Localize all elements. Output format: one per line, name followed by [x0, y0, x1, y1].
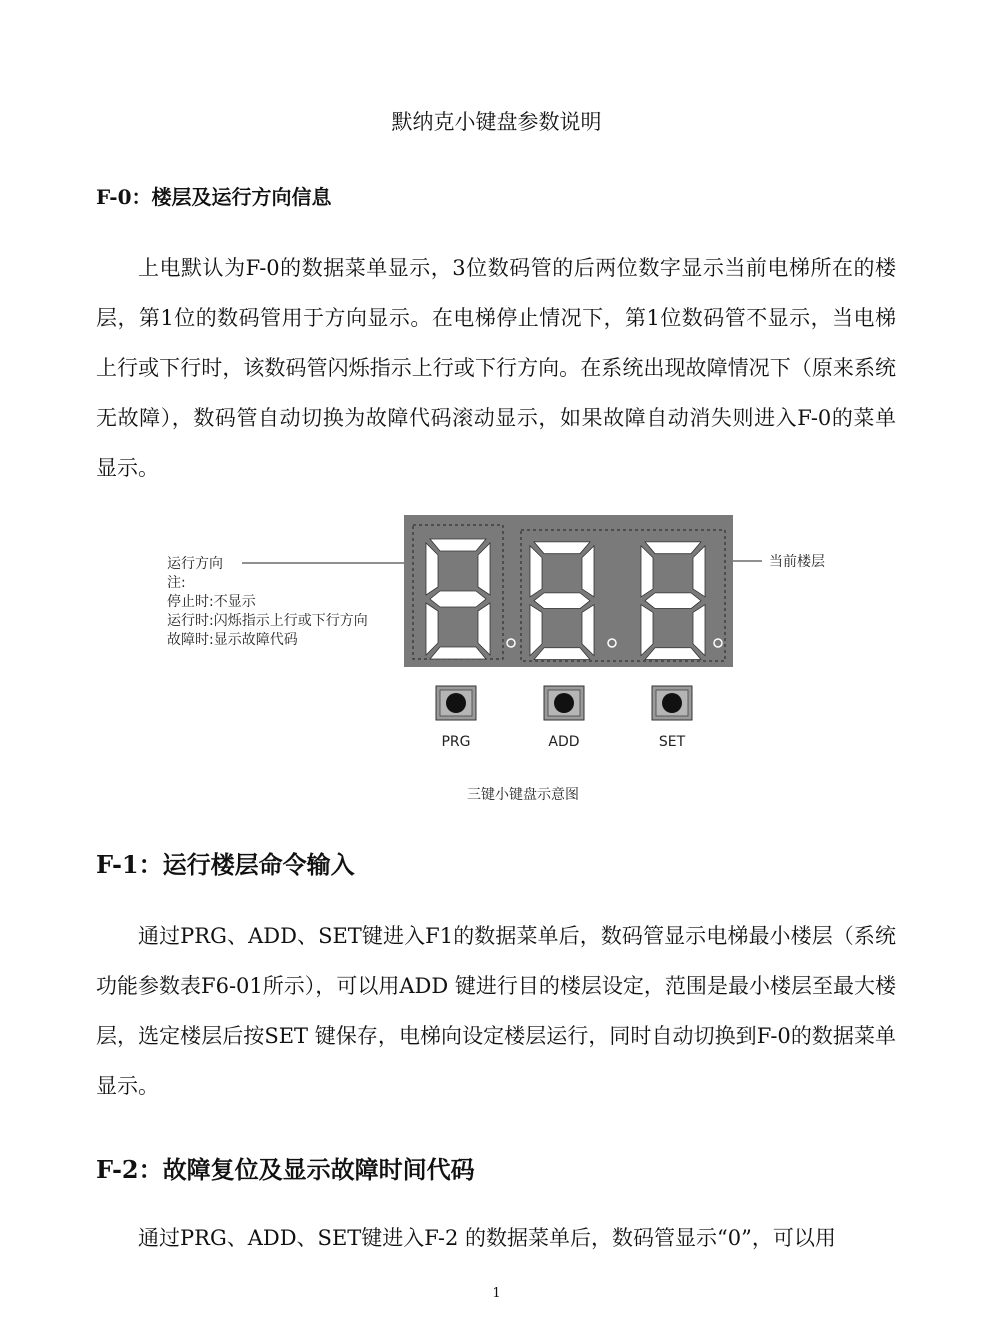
section-f0-text: 上电默认为F-0的数据菜单显示，3位数码管的后两位数字显示当前电梯所在的楼层，第1位的数码管用于方向显示。在电梯停止情况下，第1位数码管不显示，当电梯上行或下行时，该数码管闪烁指示上行或下行方向。在系统出现故障情况下（原来系统无故障），数码管自动切换为故障代码滚动显示，如果故障自动消失则进入F-0的菜单显示。 — [96, 256, 896, 480]
section-f1-heading: F-1：运行楼层命令输入 — [96, 850, 355, 879]
keypad-diagram — [150, 505, 870, 810]
add-button-label: ADD — [548, 734, 580, 750]
set-button-label: SET — [658, 734, 686, 750]
section-f1-paragraph — [96, 911, 896, 1111]
page-number: 1 — [492, 1286, 501, 1301]
note-line: 故障时:显示故障代码 — [167, 632, 298, 648]
section-f0-heading: F-0：楼层及运行方向信息 — [96, 185, 332, 209]
figure-note — [167, 574, 368, 650]
set-button[interactable] — [652, 686, 692, 750]
note-line: 停止时:不显示 — [167, 594, 256, 610]
add-button[interactable] — [544, 686, 584, 750]
direction-label: 运行方向 — [167, 556, 223, 572]
figure-caption: 三键小键盘示意图 — [467, 787, 579, 803]
section-f2-heading: F-2：故障复位及显示故障时间代码 — [96, 1155, 475, 1184]
section-f0-paragraph — [96, 243, 896, 493]
section-f1-text: 通过PRG、ADD、SET键进入F1的数据菜单后，数码管显示电梯最小楼层（系统功能参数表F6-01所示），可以用ADD 键进行目的楼层设定，范围是最小楼层至最大楼层，选定楼层后按SET 键保存，电梯向设定楼层运行，同时自动切换到F-0的数据菜单显示。 — [96, 924, 896, 1098]
section-f2-paragraph — [96, 1213, 896, 1263]
prg-button-label: PRG — [441, 734, 471, 750]
floor-label: 当前楼层 — [769, 554, 825, 570]
note-line: 运行时:闪烁指示上行或下行方向 — [167, 613, 368, 629]
prg-button[interactable] — [436, 686, 476, 750]
document-title: 默纳克小键盘参数说明 — [391, 110, 602, 134]
note-line: 注: — [167, 575, 186, 591]
section-f2-text: 通过PRG、ADD、SET键进入F-2 的数据菜单后，数码管显示“0”，可以用 — [138, 1226, 836, 1250]
